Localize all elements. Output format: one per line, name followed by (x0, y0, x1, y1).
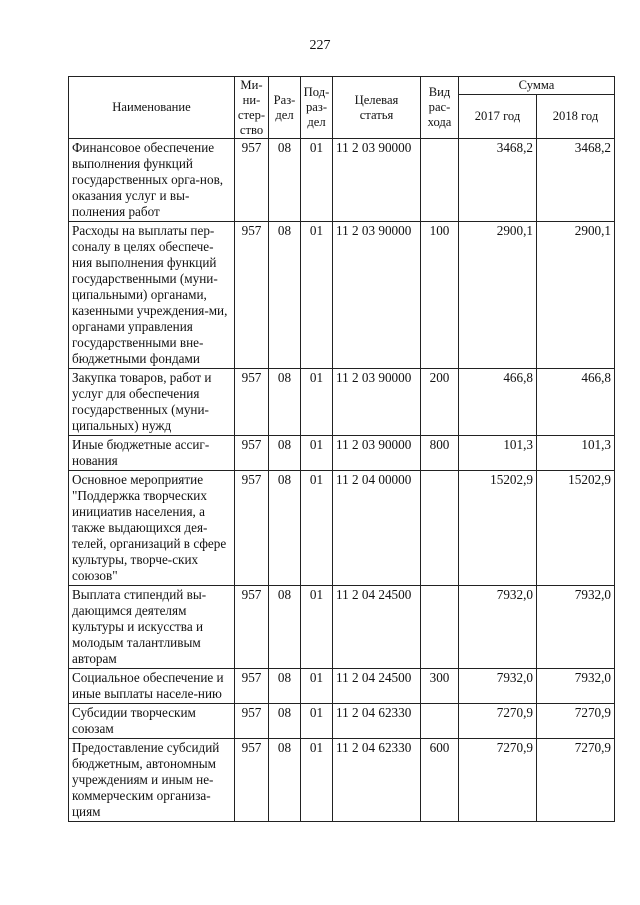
row-ministry: 957 (235, 369, 269, 436)
row-name: Субсидии творческим союзам (69, 704, 235, 739)
row-ministry: 957 (235, 704, 269, 739)
row-sum-2017: 3468,2 (459, 139, 537, 222)
row-name: Финансовое обеспечение выполнения функций государственных орга-нов, оказания услуг и вы-полнения работ (69, 139, 235, 222)
page-number: 227 (309, 38, 331, 53)
row-sum-2018: 2900,1 (537, 222, 615, 369)
header-name: Наименование (69, 77, 235, 139)
row-sum-2017: 7932,0 (459, 586, 537, 669)
row-subsection: 01 (301, 222, 333, 369)
table-row (69, 739, 615, 822)
row-section: 08 (269, 222, 301, 369)
row-name: Закупка товаров, работ и услуг для обеспечения государственных (муни-ципальных) нужд (69, 369, 235, 436)
row-sum-2018: 7270,9 (537, 739, 615, 822)
header-ministry: Ми- ни- стер- ство (235, 77, 269, 139)
table-row (69, 436, 615, 471)
row-subsection: 01 (301, 669, 333, 704)
row-target-article: 11 2 04 62330 (333, 704, 421, 739)
row-expense-type: 100 (421, 222, 459, 369)
row-subsection: 01 (301, 369, 333, 436)
row-sum-2017: 101,3 (459, 436, 537, 471)
row-expense-type (421, 586, 459, 669)
row-sum-2018: 7270,9 (537, 704, 615, 739)
row-ministry: 957 (235, 471, 269, 586)
row-subsection: 01 (301, 739, 333, 822)
row-sum-2018: 7932,0 (537, 669, 615, 704)
row-expense-type: 300 (421, 669, 459, 704)
budget-table (68, 76, 615, 822)
row-name: Основное мероприятие "Поддержка творческих инициатив населения, а также выдающихся дея-телей, организаций в сфере культуры, творче-ских союзов" (69, 471, 235, 586)
table-row (69, 471, 615, 586)
row-section: 08 (269, 704, 301, 739)
row-subsection: 01 (301, 471, 333, 586)
row-name: Предоставление субсидий бюджетным, автономным учреждениям и иным не-коммерческим организа-циям (69, 739, 235, 822)
row-section: 08 (269, 139, 301, 222)
header-sum: Сумма (459, 77, 615, 95)
row-section: 08 (269, 471, 301, 586)
row-sum-2018: 466,8 (537, 369, 615, 436)
row-expense-type (421, 471, 459, 586)
table-row (69, 704, 615, 739)
row-ministry: 957 (235, 222, 269, 369)
row-ministry: 957 (235, 669, 269, 704)
row-expense-type (421, 139, 459, 222)
header-year-2017: 2017 год (459, 95, 537, 139)
table-row (69, 369, 615, 436)
header-section: Раз- дел (269, 77, 301, 139)
row-sum-2017: 15202,9 (459, 471, 537, 586)
table-row (69, 669, 615, 704)
row-target-article: 11 2 04 24500 (333, 586, 421, 669)
row-target-article: 11 2 03 90000 (333, 369, 421, 436)
row-expense-type: 200 (421, 369, 459, 436)
row-subsection: 01 (301, 436, 333, 471)
row-target-article: 11 2 04 24500 (333, 669, 421, 704)
row-sum-2018: 15202,9 (537, 471, 615, 586)
row-sum-2018: 101,3 (537, 436, 615, 471)
header-expense-type: Вид рас- хода (421, 77, 459, 139)
row-section: 08 (269, 739, 301, 822)
row-sum-2018: 3468,2 (537, 139, 615, 222)
row-sum-2017: 466,8 (459, 369, 537, 436)
row-target-article: 11 2 03 90000 (333, 222, 421, 369)
row-section: 08 (269, 586, 301, 669)
row-sum-2017: 2900,1 (459, 222, 537, 369)
row-sum-2018: 7932,0 (537, 586, 615, 669)
table-row (69, 139, 615, 222)
header-target-article: Целевая статья (333, 77, 421, 139)
row-subsection: 01 (301, 139, 333, 222)
row-subsection: 01 (301, 586, 333, 669)
row-ministry: 957 (235, 139, 269, 222)
row-name: Социальное обеспечение и иные выплаты населе-нию (69, 669, 235, 704)
row-expense-type: 800 (421, 436, 459, 471)
row-target-article: 11 2 03 90000 (333, 436, 421, 471)
row-sum-2017: 7270,9 (459, 704, 537, 739)
row-ministry: 957 (235, 436, 269, 471)
row-section: 08 (269, 369, 301, 436)
row-expense-type: 600 (421, 739, 459, 822)
row-section: 08 (269, 669, 301, 704)
row-sum-2017: 7932,0 (459, 669, 537, 704)
header-year-2018: 2018 год (537, 95, 615, 139)
row-name: Выплата стипендий вы-дающимся деятелям культуры и искусства и молодым талантливым авторам (69, 586, 235, 669)
row-target-article: 11 2 03 90000 (333, 139, 421, 222)
row-section: 08 (269, 436, 301, 471)
row-subsection: 01 (301, 704, 333, 739)
header-subsection: Под- раз- дел (301, 77, 333, 139)
row-target-article: 11 2 04 62330 (333, 739, 421, 822)
row-expense-type (421, 704, 459, 739)
row-name: Расходы на выплаты пер-соналу в целях обеспече-ния выполнения функций государственными (муни-ципальными) органами, казенными учреждения-ми, органами управления государственными вне-бюджетными фондами (69, 222, 235, 369)
row-sum-2017: 7270,9 (459, 739, 537, 822)
row-name: Иные бюджетные ассиг-нования (69, 436, 235, 471)
table-row (69, 586, 615, 669)
table-row (69, 222, 615, 369)
row-target-article: 11 2 04 00000 (333, 471, 421, 586)
row-ministry: 957 (235, 586, 269, 669)
row-ministry: 957 (235, 739, 269, 822)
